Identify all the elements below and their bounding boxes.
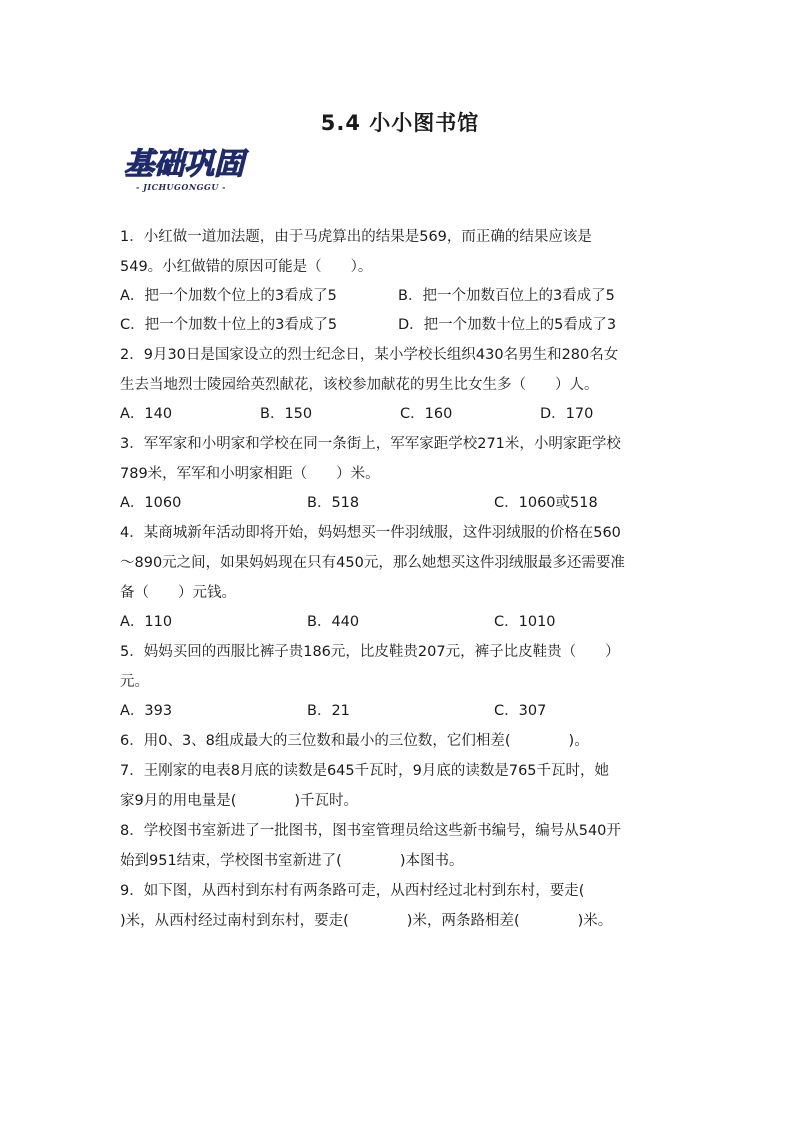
question-text-line: 始到951结束，学校图书室新进了( )本图书。 bbox=[120, 853, 464, 869]
question-text-line: 9．如下图，从西村到东村有两条路可走，从西村经过北村到东村，要走( bbox=[120, 883, 585, 899]
question-text-line: )米，从西村经过南村到东村，要走( )米，两条路相差( )米。 bbox=[120, 913, 613, 929]
option-b[interactable]: B．440 bbox=[307, 614, 360, 630]
question-4 bbox=[120, 518, 685, 637]
option-b[interactable]: B．518 bbox=[307, 495, 360, 511]
page-title: 5.4 小小图书馆 bbox=[320, 111, 480, 135]
question-text-line: 5．妈妈买回的西服比裤子贵186元，比皮鞋贵207元，裤子比皮鞋贵（ ） bbox=[120, 644, 620, 660]
option-row bbox=[120, 697, 685, 726]
option-row bbox=[120, 282, 685, 311]
option-d[interactable]: D．170 bbox=[540, 406, 594, 422]
option-a[interactable]: A．110 bbox=[120, 614, 173, 630]
question-text-line: 家9月的用电量是( )千瓦时。 bbox=[120, 793, 359, 809]
question-text-line: 789米，军军和小明家相距（ ）米。 bbox=[120, 466, 380, 482]
question-text-line: 生去当地烈士陵园给英烈献花，该校参加献花的男生比女生多（ ）人。 bbox=[120, 377, 599, 393]
option-a[interactable]: A．140 bbox=[120, 406, 173, 422]
option-a[interactable]: A．把一个加数个位上的3看成了5 bbox=[120, 288, 337, 304]
section-logo bbox=[124, 148, 266, 194]
option-row bbox=[120, 608, 685, 637]
option-c[interactable]: C．160 bbox=[400, 406, 453, 422]
option-c[interactable]: C．1060或518 bbox=[494, 495, 598, 511]
option-row bbox=[120, 400, 685, 429]
option-b[interactable]: B．把一个加数百位上的3看成了5 bbox=[398, 288, 615, 304]
question-8 bbox=[120, 816, 685, 876]
question-text-line: 2．9月30日是国家设立的烈士纪念日，某小学校长组织430名男生和280名女 bbox=[120, 347, 619, 363]
option-a[interactable]: A．1060 bbox=[120, 495, 182, 511]
option-d[interactable]: D．把一个加数十位上的5看成了3 bbox=[398, 317, 617, 333]
section-logo-subtext: - JICHUGONGGU - bbox=[136, 182, 226, 192]
question-text-line: 1．小红做一道加法题，由于马虎算出的结果是569，而正确的结果应该是 bbox=[120, 229, 592, 245]
question-9 bbox=[120, 876, 685, 936]
option-c[interactable]: C．307 bbox=[494, 703, 547, 719]
question-text-line: 4．某商城新年活动即将开始，妈妈想买一件羽绒服，这件羽绒服的价格在560 bbox=[120, 525, 621, 541]
option-row bbox=[120, 489, 685, 518]
option-c[interactable]: C．1010 bbox=[494, 614, 556, 630]
question-5 bbox=[120, 637, 685, 726]
option-a[interactable]: A．393 bbox=[120, 703, 173, 719]
question-text-line: 备（ ）元钱。 bbox=[120, 585, 236, 601]
option-row bbox=[120, 311, 685, 340]
option-b[interactable]: B．150 bbox=[260, 406, 313, 422]
question-text-line: 元。 bbox=[120, 674, 149, 690]
question-text-line: 6．用0、3、8组成最大的三位数和最小的三位数，它们相差( )。 bbox=[120, 733, 589, 749]
question-text-line: 7．王刚家的电表8月底的读数是645千瓦时，9月底的读数是765千瓦时，她 bbox=[120, 763, 610, 779]
question-list bbox=[120, 222, 685, 936]
option-b[interactable]: B．21 bbox=[307, 703, 350, 719]
question-2 bbox=[120, 340, 685, 429]
question-7 bbox=[120, 756, 685, 816]
section-logo-text: 基础巩固 bbox=[124, 147, 244, 182]
question-text-line: 3．军军家和小明家和学校在同一条街上，军军家距学校271米，小明家距学校 bbox=[120, 436, 621, 452]
question-6 bbox=[120, 726, 685, 756]
option-c[interactable]: C．把一个加数十位上的3看成了5 bbox=[120, 317, 338, 333]
question-text-line: ～890元之间，如果妈妈现在只有450元，那么她想买这件羽绒服最多还需要准 bbox=[120, 555, 625, 571]
question-3 bbox=[120, 429, 685, 518]
question-text-line: 549。小红做错的原因可能是（ ）。 bbox=[120, 259, 373, 275]
question-text-line: 8．学校图书室新进了一批图书，图书室管理员给这些新书编号，编号从540开 bbox=[120, 823, 621, 839]
question-1 bbox=[120, 222, 685, 340]
